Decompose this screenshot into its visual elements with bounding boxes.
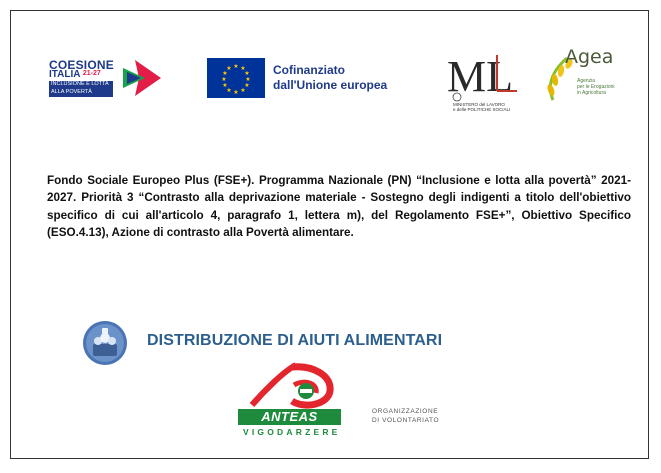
agea-name: Agea — [565, 46, 614, 68]
agea-logo — [543, 46, 628, 112]
anteas-org-caption: ORGANIZZAZIONE DI VOLONTARIATO — [372, 408, 440, 424]
svg-text:★: ★ — [222, 82, 228, 89]
distribuzione-label: DISTRIBUZIONE DI AIUTI ALIMENTARI — [147, 332, 443, 349]
svg-text:★: ★ — [240, 65, 246, 72]
anteas-logo — [238, 363, 468, 453]
anteas-a-icon — [234, 361, 354, 411]
food-basket-icon — [82, 320, 128, 366]
svg-text:★: ★ — [233, 63, 239, 70]
svg-text:★: ★ — [221, 76, 227, 83]
ministero-caption: MINISTERO del LAVORO e delle POLITICHE SOCIALI — [453, 102, 511, 112]
agea-caption: Agenzia per le Erogazioni in Agricoltura — [577, 78, 615, 96]
svg-text:★: ★ — [240, 87, 246, 94]
svg-text:★: ★ — [244, 70, 250, 77]
anteas-city: VIGODARZERE — [243, 427, 341, 437]
ministero-ml-icon — [443, 47, 527, 103]
page-frame — [10, 10, 649, 459]
svg-text:★: ★ — [233, 89, 239, 96]
svg-text:★: ★ — [222, 70, 228, 77]
svg-text:★: ★ — [226, 87, 232, 94]
program-description: Fondo Sociale Europeo Plus (FSE+). Programma Nazionale (PN) “Inclusione e lotta alla povertà” 2021-2027. Priorità 3 “Contrasto alla deprivazione materiale - Sostegno degli indigenti a titolo dell'obiettivo specifico di cui all'articolo 4, paragrafo 1, lettera m), del Regolamento FSE+”, Obiettivo Specifico (ESO.4.13), Azione di contrasto alla Povertà alimentare. — [47, 174, 631, 240]
svg-text:★: ★ — [226, 65, 232, 72]
anteas-brand: ANTEAS — [238, 409, 341, 425]
coesione-box: INCLUSIONE E LOTTA ALLA POVERTÀ — [49, 81, 113, 97]
eu-flag-icon — [207, 58, 265, 98]
eu-text: Cofinanziato dall'Unione europea — [273, 63, 388, 92]
logo-bar — [11, 44, 648, 114]
ministero-lavoro-logo — [443, 47, 527, 113]
svg-text:★: ★ — [245, 76, 251, 83]
coesione-italia-logo — [49, 58, 169, 102]
coesione-title: COESIONE — [49, 58, 114, 72]
coesione-arrow-icon — [117, 58, 165, 98]
coesione-subtitle: ITALIA $^{21-27}$ — [49, 69, 101, 80]
svg-text:★: ★ — [244, 82, 250, 89]
svg-text:ML: ML — [447, 52, 513, 101]
